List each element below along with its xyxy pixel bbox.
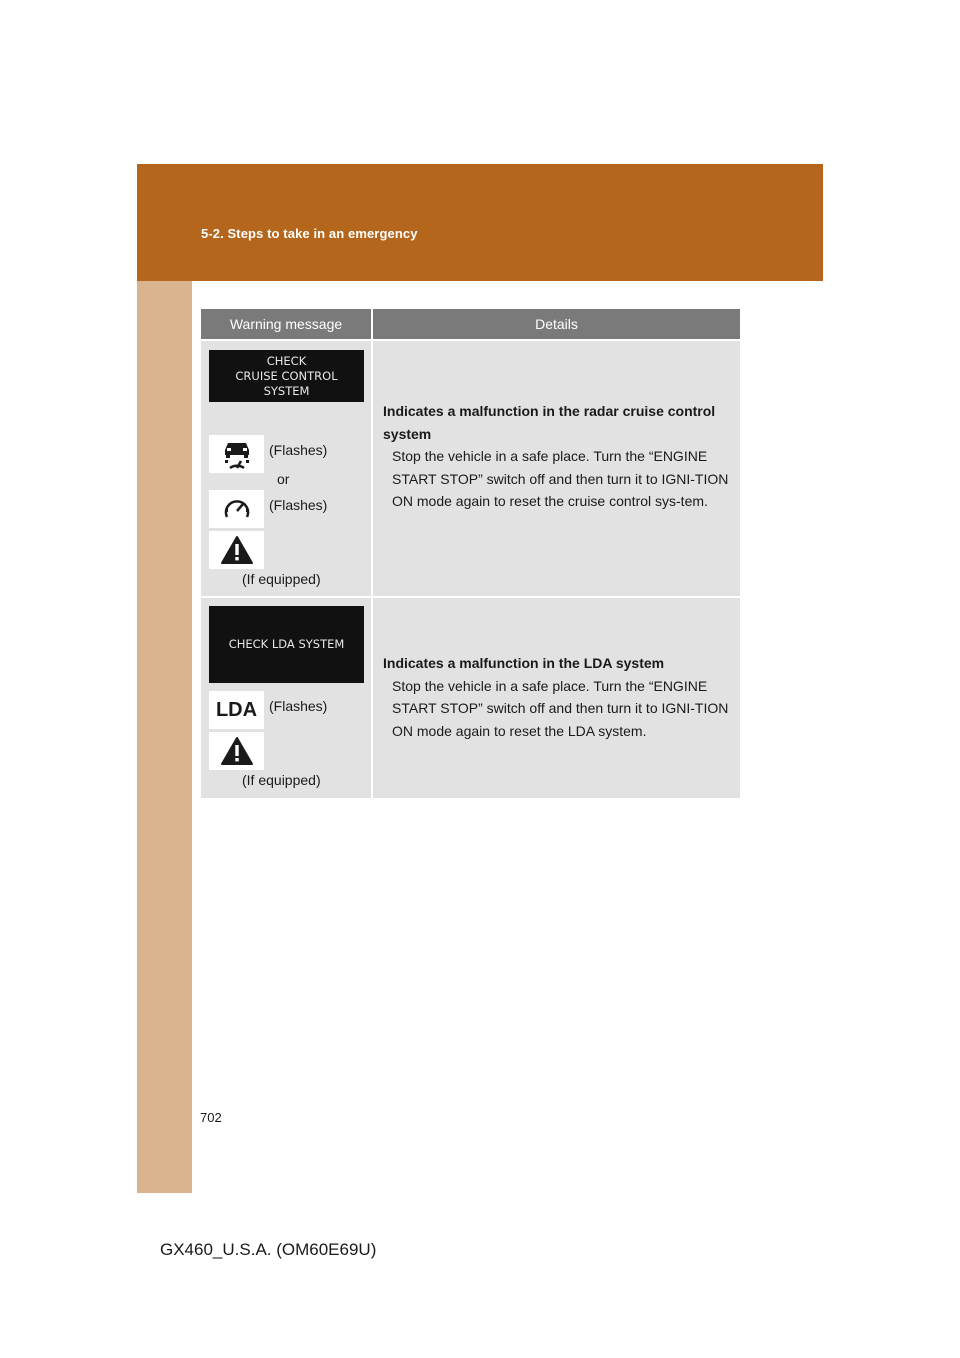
table-header-row xyxy=(201,309,740,339)
if-equipped-label: (If equipped) xyxy=(242,772,321,788)
master-warning-icon xyxy=(209,531,264,569)
display-message-cruise xyxy=(209,350,364,402)
display-line: CHECK LDA SYSTEM xyxy=(228,637,345,651)
table-row xyxy=(201,596,740,798)
page-header xyxy=(137,164,823,281)
detail-body: Stop the vehicle in a safe place. Turn the “ENGINE START STOP” switch off and then turn it to IGNI-TION ON mode again to reset the cruise control sys-tem. xyxy=(392,448,729,509)
cruise-control-icon xyxy=(209,490,264,528)
column-header-warning-message: Warning message xyxy=(201,309,373,339)
page-number: 702 xyxy=(200,1110,222,1125)
details-cell xyxy=(373,341,740,596)
flashes-label: (Flashes) xyxy=(269,497,328,513)
detail-body: Stop the vehicle in a safe place. Turn the “ENGINE START STOP” switch off and then turn it to IGNI-TION ON mode again to reset the LDA system. xyxy=(392,677,729,739)
table-row xyxy=(201,339,740,596)
warning-table xyxy=(201,309,740,798)
if-equipped-label: (If equipped) xyxy=(242,571,321,587)
display-line: CRUISE CONTROL xyxy=(235,368,338,383)
display-message-lda xyxy=(209,606,364,683)
flashes-label: (Flashes) xyxy=(269,442,328,458)
or-label: or xyxy=(277,471,290,487)
display-line: SYSTEM xyxy=(263,383,310,398)
details-cell xyxy=(373,598,740,798)
lda-icon xyxy=(209,691,264,729)
detail-heading: Indicates a malfunction in the LDA system xyxy=(383,655,665,671)
flashes-label: (Flashes) xyxy=(269,698,328,714)
section-title: 5-2. Steps to take in an emergency xyxy=(201,226,418,241)
warning-message-cell xyxy=(201,341,373,596)
document-code: GX460_U.S.A. (OM60E69U) xyxy=(160,1240,377,1259)
detail-heading: Indicates a malfunction in the radar cruise control system xyxy=(383,403,716,442)
cruise-control-radar-icon xyxy=(209,435,264,473)
warning-message-cell xyxy=(201,598,373,798)
display-line: CHECK xyxy=(266,353,307,368)
column-header-details: Details xyxy=(535,316,578,332)
lda-icon-label: LDA xyxy=(215,698,258,721)
master-warning-icon xyxy=(209,732,264,770)
page-sidebar-band xyxy=(137,281,192,1193)
